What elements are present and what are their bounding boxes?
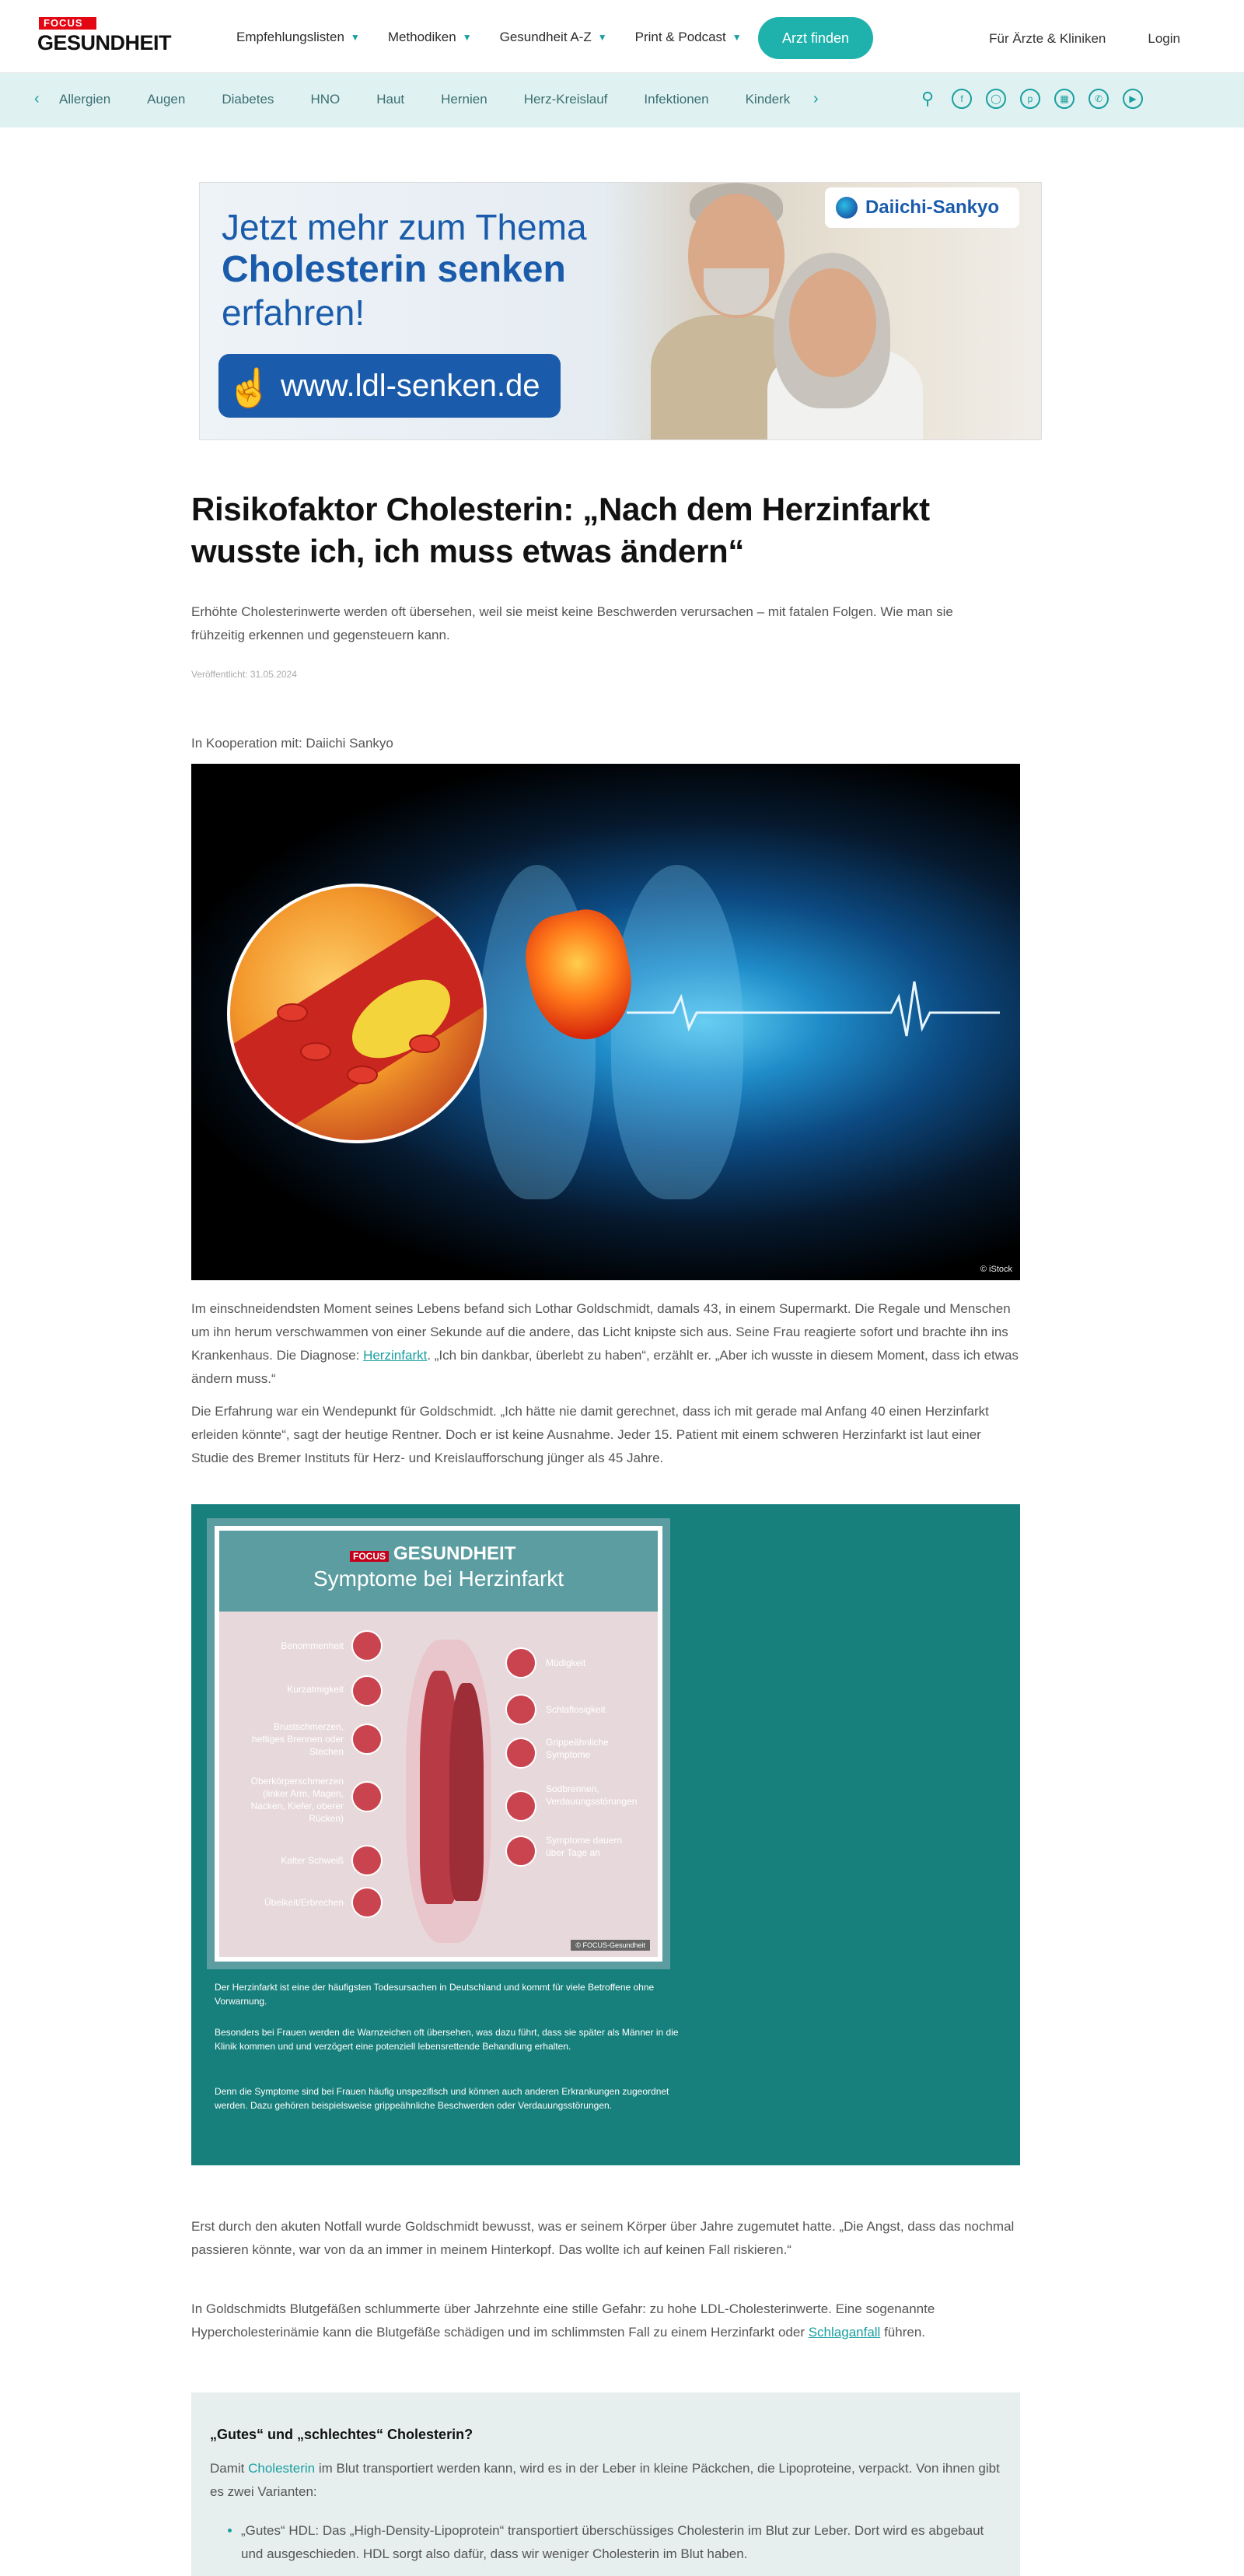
hero-image [191, 764, 1020, 1280]
box-list [210, 2519, 1001, 2566]
category-item[interactable]: Hernien [441, 92, 487, 107]
right-nav [989, 31, 1180, 47]
pointing-hand-icon: ☝ [226, 368, 273, 409]
symptom-label: Schlaflosigkeit [546, 1704, 606, 1715]
cholesterin-link[interactable]: Cholesterin [248, 2461, 316, 2476]
text: Damit [210, 2461, 249, 2476]
symptom-icon [351, 1781, 383, 1812]
symptom-label: Kalter Schweiß [281, 1855, 344, 1866]
logo-gesundheit: GESUNDHEIT [37, 31, 172, 54]
arzt-finden-button[interactable]: Arzt finden [758, 17, 873, 59]
symptom-label: Übelkeit/Erbrechen [264, 1897, 344, 1908]
search-icon[interactable]: ⚲ [921, 89, 935, 108]
cholesterol-info-box [191, 2392, 1020, 2576]
site-logo[interactable] [37, 17, 177, 53]
symptom-label: Müdigkeit [546, 1657, 586, 1668]
daiichi-sankyo-logo [825, 187, 1019, 228]
symptom-label: Kurzatmigkeit [287, 1684, 344, 1695]
brand-mark: FOCUS [350, 1551, 389, 1562]
aerzte-kliniken-link[interactable]: Für Ärzte & Kliniken [989, 31, 1106, 46]
youtube-icon[interactable]: ▶ [1123, 89, 1143, 109]
text: im Blut transportiert werden kann, wird es in der Leber in kleine Päckchen, die Lipoproteine, verpackt. Von ihnen gibt es zwei Varianten: [210, 2461, 1000, 2499]
symptom-icon [351, 1724, 383, 1755]
banner-line1: Jetzt mehr zum Thema [222, 207, 587, 247]
nav-label: Print & Podcast [634, 30, 726, 44]
symptom-icon [351, 1887, 383, 1918]
paragraph-1 [191, 1297, 1020, 1391]
infographic-text-1: Der Herzinfarkt ist eine der häufigsten Todesursachen in Deutschland und kommt für viele Betroffene ohne Vorwarnung. [215, 1982, 655, 2007]
image-copyright: © iStock [980, 1265, 1012, 1274]
symptom-label: Oberkörperschmerzen (linker Arm, Magen, Nacken, Kiefer, oberer Rücken) [250, 1776, 344, 1824]
social-icons [917, 89, 1143, 109]
instagram-icon[interactable]: ◯ [986, 89, 1006, 109]
chevron-down-icon: ▼ [350, 32, 360, 43]
brand-name: GESUNDHEIT [393, 1543, 516, 1564]
schlaganfall-link[interactable]: Schlaganfall [808, 2325, 881, 2340]
chevron-right-icon[interactable]: › [813, 90, 819, 107]
symptom-icon [351, 1675, 383, 1706]
ad-banner[interactable] [199, 182, 1042, 440]
symptom-icon [351, 1630, 383, 1661]
herzinfarkt-link[interactable]: Herzinfarkt [363, 1348, 428, 1363]
category-item[interactable]: Haut [376, 92, 405, 107]
infographic-title: Symptome bei Herzinfarkt [313, 1566, 564, 1591]
category-item[interactable]: Infektionen [644, 92, 709, 107]
artery-plaque-illustration [227, 884, 487, 1143]
article-lead: Erhöhte Cholesterinwerte werden oft übersehen, weil sie meist keine Beschwerden verursachen – mit fatalen Folgen. Wie man sie frühzeitig erkennen und gegensteuern kann. [191, 604, 953, 642]
female-silhouette [449, 1683, 484, 1901]
category-list [59, 92, 826, 107]
banner-line2: Cholesterin senken [222, 249, 566, 290]
symptom-icon [505, 1694, 536, 1725]
symptom-icon [351, 1845, 383, 1876]
chevron-down-icon: ▼ [462, 32, 472, 43]
nav-item-methodiken[interactable] [388, 30, 472, 45]
category-item[interactable]: Kinderk [745, 92, 791, 107]
symptom-icon [505, 1738, 536, 1769]
site-header [0, 0, 1244, 73]
chevron-down-icon: ▼ [732, 32, 742, 43]
nav-label: Empfehlungslisten [236, 30, 344, 44]
box-title: „Gutes“ und „schlechtes“ Cholesterin? [210, 2427, 473, 2442]
nav-label: Gesundheit A-Z [499, 30, 592, 44]
box-text [210, 2457, 1001, 2504]
category-item[interactable]: HNO [310, 92, 341, 107]
nav-item-empfehlungslisten[interactable] [236, 30, 360, 45]
main-nav [236, 30, 770, 45]
chevron-left-icon[interactable]: ‹ [34, 90, 40, 107]
list-item: • „Gutes“ HDL: Das „High-Density-Lipoprotein“ transportiert überschüssiges Cholesterin im Blut zur Leber. Dort wird es abgebaut und ausgeschieden. HDL sorgt also dafür, dass wir weniger Cholesterin im Blut haben. [241, 2519, 1001, 2566]
category-item[interactable]: Herz-Kreislauf [523, 92, 608, 107]
paragraph-3: Erst durch den akuten Notfall wurde Goldschmidt bewusst, was er seinem Körper über Jahre zugemutet hatte. „Die Angst, dass das nochmal passieren könnte, war von da an immer in meinem Hinterkopf. Das wollte ich auf keinen Fall riskieren.“ [191, 2219, 1015, 2257]
infographic-box [191, 1504, 1020, 2165]
symptom-label: Benommenheit [281, 1640, 344, 1651]
text: Im einschneidendsten Moment seines Lebens befand sich Lothar Goldschmidt, damals 43, in einem Supermarkt. Die Regale und Menschen um ihn herum verschwammen von einer Sekunde auf die andere, das Licht knipste sich aus. Seine Frau reagierte sofort und brachte ihn ins Krankenhaus. Die Diagnose: [191, 1301, 1011, 1363]
cooperation-note: In Kooperation mit: Daiichi Sankyo [191, 736, 393, 751]
infographic-image [215, 1526, 662, 1962]
category-item[interactable]: Augen [147, 92, 186, 107]
symptom-label: Brustschmerzen, heftiges Brennen oder Stechen [251, 1721, 344, 1757]
paragraph-2: Die Erfahrung war ein Wendepunkt für Goldschmidt. „Ich hätte nie damit gerechnet, dass ich mit gerade mal Anfang 40 einen Herzinfarkt erleiden könnte“, sagt der heutige Rentner. Doch er ist keine Ausnahme. Jeder 15. Patient mit einem schweren Herzinfarkt ist laut einer Studie des Bremer Instituts für Herz- und Kreislaufforschung jünger als 45 Jahre. [191, 1404, 989, 1465]
text: In Goldschmidts Blutgefäßen schlummerte über Jahrzehnte eine stille Gefahr: zu hohe LDL-Cholesterinwerte. Eine sogenannte Hypercholesterinämie kann die Blutgefäße schädigen und im schlimmsten Fall zu einem Herzinfarkt oder [191, 2301, 935, 2340]
symptom-label: Sodbrennen, Verdauungsstörungen [546, 1783, 638, 1807]
infographic-text-2: Besonders bei Frauen werden die Warnzeichen oft übersehen, was dazu führt, dass sie später als Männer in die Klinik kommen und und verzögert eine potenziell lebensrettende Behandlung erhalten. [215, 2027, 679, 2052]
symptom-label: Grippeähnliche Symptome [546, 1737, 609, 1760]
nav-item-gesundheit-a-z[interactable] [500, 30, 607, 45]
banner-url-button[interactable]: www.ldl-senken.de [218, 354, 561, 418]
banner-line3: erfahren! [222, 292, 365, 333]
publish-date: Veröffentlicht: 31.05.2024 [191, 669, 297, 680]
infographic-copyright: © FOCUS-Gesundheit [571, 1940, 650, 1951]
chevron-down-icon: ▼ [597, 32, 607, 43]
flipboard-icon[interactable]: ▦ [1054, 89, 1075, 109]
infographic-text-3: Denn die Symptome sind bei Frauen häufig unspezifisch und können auch anderen Erkrankungen zugeordnet werden. Dazu gehören beispielsweise grippeähnliche Beschwerden oder Verdauungsstörungen. [215, 2086, 669, 2111]
brand-label: Daiichi-Sankyo [865, 197, 999, 218]
category-nav [0, 73, 1244, 128]
text: führen. [880, 2325, 925, 2340]
nav-item-print-podcast[interactable] [635, 30, 742, 45]
symptom-icon [505, 1790, 536, 1822]
infographic-brand [350, 1543, 515, 1565]
paragraph-4 [191, 2298, 1020, 2344]
symptom-label: Symptome dauern über Tage an [546, 1835, 623, 1858]
facebook-icon[interactable]: f [952, 89, 972, 109]
whatsapp-icon[interactable]: ✆ [1088, 89, 1109, 109]
symptom-icon [505, 1836, 536, 1867]
category-item[interactable]: Allergien [59, 92, 111, 107]
login-link[interactable]: Login [1148, 31, 1180, 46]
logo-focus: FOCUS [39, 17, 96, 30]
symptom-icon [505, 1647, 536, 1678]
pinterest-icon[interactable]: p [1020, 89, 1040, 109]
nav-label: Methodiken [387, 30, 456, 44]
category-item[interactable]: Diabetes [222, 92, 274, 107]
article-title: Risikofaktor Cholesterin: „Nach dem Herzinfarkt wusste ich, ich muss etwas ändern“ [191, 491, 930, 569]
text: . „Ich bin dankbar, überlebt zu haben“, erzählt er. „Aber ich wusste in diesem Moment, dass ich etwas ändern muss.“ [191, 1348, 1019, 1386]
